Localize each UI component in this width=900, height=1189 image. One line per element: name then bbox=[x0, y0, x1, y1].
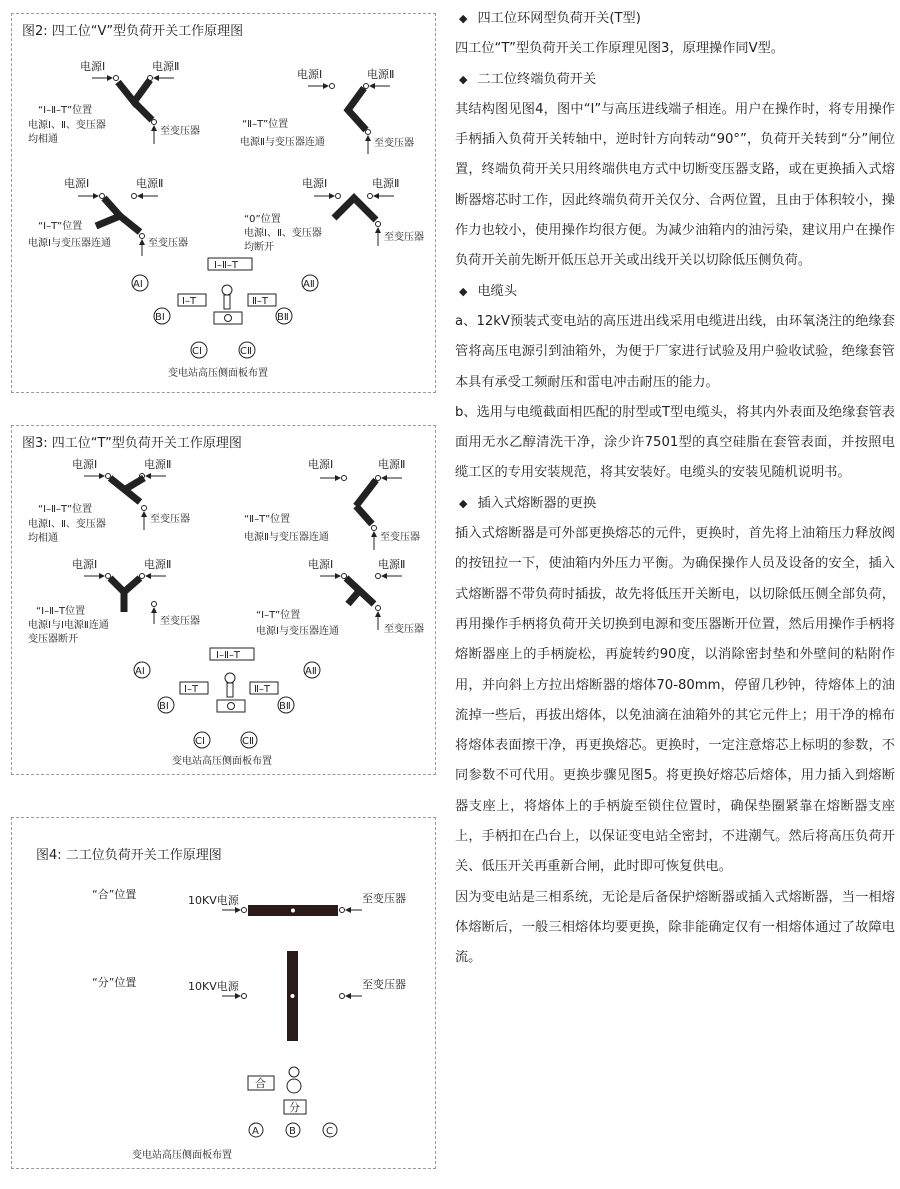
heading-cable-head: ◆ 电缆头 bbox=[455, 277, 895, 307]
terminal-circle bbox=[376, 606, 381, 611]
diagram-label: AⅠ bbox=[135, 666, 145, 677]
diagram-line bbox=[124, 578, 140, 592]
diagram-label: 电源Ⅱ bbox=[367, 68, 395, 81]
diagram-label: 至变压器 bbox=[362, 892, 406, 905]
diagram-label: 电源Ⅰ、Ⅱ、变压器 bbox=[28, 519, 106, 530]
diagram-label: CⅠ bbox=[192, 346, 202, 357]
terminal-circle bbox=[342, 476, 347, 481]
v-blade bbox=[118, 80, 150, 102]
terminal-circle bbox=[142, 506, 147, 511]
diagram-label: 电源Ⅰ bbox=[297, 68, 323, 81]
diagram-label: 电源Ⅱ bbox=[378, 558, 406, 571]
panel-rect bbox=[217, 700, 245, 712]
figure-4 bbox=[11, 817, 436, 1169]
terminal-circle bbox=[228, 703, 235, 710]
diagram-line bbox=[356, 480, 376, 506]
diagram-label: 电源Ⅱ与变压器连通 bbox=[240, 137, 325, 148]
terminal-circle bbox=[242, 994, 247, 999]
para-cable-a: a、12kV预装式变电站的高压进出线采用电缆进出线，由环氧浇注的绝缘套管将高压电源引到油箱外，为便于厂家进行试验及用户验收试验，绝缘套管本具有承受工频耐压和雷电冲击耐压的能力。 bbox=[455, 313, 895, 390]
heading-t-type: ◆ 四工位环网型负荷开关(T型) bbox=[455, 4, 895, 34]
diagram-label: BⅡ bbox=[277, 312, 289, 323]
diagram-label: C bbox=[326, 1126, 333, 1137]
diagram-label: 至变压器 bbox=[150, 514, 190, 525]
diagram-label: 电源Ⅱ bbox=[372, 177, 400, 190]
diagram-label: “合”位置 bbox=[92, 888, 137, 901]
terminal-circle bbox=[106, 474, 111, 479]
diamond-bullet-icon: ◆ bbox=[459, 72, 468, 86]
terminal-circle bbox=[152, 602, 157, 607]
diagram-label: “Ⅰ–Ⅱ–T位置 bbox=[36, 606, 86, 617]
terminal-circle bbox=[132, 194, 137, 199]
terminal-circle bbox=[100, 194, 105, 199]
diagram-label: Ⅰ–T bbox=[182, 296, 197, 307]
diagram-label: 10KV电源 bbox=[188, 894, 239, 907]
diamond-bullet-icon: ◆ bbox=[459, 496, 468, 510]
diagram-label: BⅡ bbox=[279, 701, 291, 712]
diagram-label: AⅡ bbox=[303, 279, 315, 290]
diagram-label: AⅡ bbox=[305, 666, 317, 677]
diagram-label: 电源Ⅱ bbox=[144, 558, 172, 571]
diagram-label: 至变压器 bbox=[384, 624, 424, 635]
diagram-label: “0”位置 bbox=[244, 214, 281, 225]
diagram-label: 电源Ⅰ与变压器连通 bbox=[256, 626, 339, 637]
diagram-label: 均相通 bbox=[28, 134, 58, 145]
terminal-circle bbox=[340, 994, 345, 999]
diagram-label: 电源Ⅰ、Ⅱ、变压器 bbox=[28, 120, 106, 131]
diagram-label: 变电站高压侧面板布置 bbox=[172, 756, 272, 767]
diagram-line bbox=[348, 590, 360, 604]
diagram-label: A bbox=[252, 1126, 259, 1137]
terminal-circle bbox=[368, 194, 373, 199]
diagram-label: AⅠ bbox=[133, 279, 143, 290]
diagram-label: 电源Ⅰ与变压器连通 bbox=[28, 238, 111, 249]
diagram-label: Ⅱ–T bbox=[254, 684, 271, 695]
diagram-label: 分 bbox=[289, 1101, 300, 1114]
terminal-circle bbox=[291, 994, 295, 998]
diagram-line bbox=[124, 478, 144, 490]
diagram-label: CⅡ bbox=[242, 736, 254, 747]
label-source-1: 电源Ⅰ bbox=[80, 60, 106, 73]
diagram-line bbox=[120, 216, 140, 232]
diagram-label: 电源Ⅰ bbox=[72, 458, 98, 471]
panel-rect bbox=[214, 312, 242, 324]
diagram-label: 电源Ⅰ与Ⅰ电源Ⅱ连通 bbox=[28, 620, 109, 631]
para-fuse: 插入式熔断器是可外部更换熔芯的元件，更换时，首先将上油箱压力释放阀的按钮拉一下，使油箱内外压力平衡。为确保操作人员及设备的安全，插入式熔断器不带负荷时插拔，故先将低压开关断电，以切除低压侧全部负荷，再用操作手柄将负荷开关切换到电源和变压器断开位置，然后用操作手柄将熔断器座上的手柄旋松，再旋转约90度，以消除密封垫和外壁间的粘附作用，并向斜上方拉出熔断器的熔体70-80mm，停留几秒钟，待熔体上的油流掉一些后，再拔出熔体，以免油滴在油箱外的其它元件上；用干净的棉布将熔体表面擦干净，再更换熔芯。更换时，一定注意熔芯上标明的参数，不同参数不可代用。更换步骤见图5。将更换好熔芯后熔体，用力插入到熔断器支座上，将熔体上的手柄旋至锁住位置时，确保垫圈紧靠在熔断器支座上，手柄扣在凸台上，以保证变电站全密封，不进潮气。然后将高压负荷开关、低压开关再重新合闸，此时即可恢复供电。 bbox=[455, 526, 895, 875]
terminal-circle bbox=[287, 1079, 301, 1093]
diagram-label: 电源Ⅰ bbox=[308, 558, 334, 571]
diagram-label: 变压器断开 bbox=[28, 634, 78, 645]
para-three-phase: 因为变电站是三相系统，无论是后备保护熔断器或插入式熔断器，当一相熔体熔断后，一般三相熔体均要更换，除非能确定仅有一相熔体通过了故障电流。 bbox=[455, 889, 895, 966]
figure-3 bbox=[11, 425, 436, 775]
terminal-circle bbox=[336, 194, 341, 199]
diagram-label: 至变压器 bbox=[362, 978, 406, 991]
diagram-line bbox=[96, 216, 120, 226]
diagram-label: BⅠ bbox=[155, 312, 165, 323]
diagram-label: 至变压器 bbox=[160, 616, 200, 627]
diagram-label: 至变压器 bbox=[384, 232, 424, 243]
diagram-label: 合 bbox=[255, 1077, 266, 1090]
diagram-label: “Ⅰ–Ⅱ–T”位置 bbox=[38, 504, 93, 515]
figure-4-diagram bbox=[12, 818, 437, 1170]
terminal-circle bbox=[376, 476, 381, 481]
terminal-circle bbox=[366, 130, 371, 135]
diagram-line bbox=[110, 578, 124, 592]
switch-blade bbox=[348, 88, 366, 130]
panel-knob bbox=[222, 285, 232, 295]
diagram-label: 电源Ⅱ bbox=[378, 458, 406, 471]
terminal-circle bbox=[225, 315, 232, 322]
diagram-label: CⅡ bbox=[240, 346, 252, 357]
panel-caption: 变电站高压侧面板布置 bbox=[168, 368, 268, 379]
diagram-label: 至变压器 bbox=[380, 532, 420, 543]
diagram-label: 变电站高压侧面板布置 bbox=[132, 1150, 232, 1161]
switch-blade bbox=[334, 198, 376, 220]
heading-fuse: ◆ 插入式熔断器的更换 bbox=[455, 489, 895, 519]
diagram-label: Ⅰ–Ⅱ–T bbox=[214, 260, 238, 271]
diagram-label: 电源Ⅱ bbox=[144, 458, 172, 471]
terminal-circle bbox=[140, 234, 145, 239]
diagram-label: 电源Ⅰ bbox=[302, 177, 328, 190]
terminal-circle bbox=[242, 908, 247, 913]
diagram-label: 电源Ⅱ与变压器连通 bbox=[244, 532, 329, 543]
terminal-circle bbox=[340, 908, 345, 913]
panel-rect bbox=[227, 683, 233, 697]
terminal-circle bbox=[106, 574, 111, 579]
terminal-circle bbox=[140, 574, 145, 579]
diagram-label: BⅠ bbox=[159, 701, 169, 712]
diagram-label: B bbox=[289, 1126, 296, 1137]
figure-3-diagram bbox=[12, 426, 437, 776]
diagram-label: “Ⅰ–T”位置 bbox=[38, 221, 83, 232]
terminal-circle bbox=[376, 222, 381, 227]
diagram-line bbox=[128, 502, 140, 518]
diagram-label: “Ⅱ–T”位置 bbox=[242, 119, 289, 130]
terminal-circle bbox=[330, 84, 335, 89]
para-cable-b: b、选用与电缆截面相匹配的肘型或T型电缆头，将其内外表面及绝缘套管表面用无水乙醇清洗干净，涂少许7501型的真空硅脂在套管表面，并按照电缆工区的专用安装规范，将其安装好。电缆头的安装见随机说明书。 bbox=[455, 404, 895, 481]
figure-4-title: 图4: 二工位负荷开关工作原理图 bbox=[36, 848, 222, 863]
diagram-line bbox=[356, 506, 372, 524]
diagram-label: 电源Ⅱ bbox=[136, 177, 164, 190]
diagram-label: 至变压器 bbox=[148, 238, 188, 249]
diamond-bullet-icon: ◆ bbox=[459, 12, 468, 25]
diagram-label: 10KV电源 bbox=[188, 980, 239, 993]
terminal-circle bbox=[114, 76, 119, 81]
diagram-label: 均断开 bbox=[244, 242, 274, 253]
terminal-circle bbox=[291, 909, 295, 913]
diagram-label: CⅠ bbox=[195, 736, 205, 747]
terminal-circle bbox=[376, 574, 381, 579]
terminal-circle bbox=[364, 84, 369, 89]
diagram-label: Ⅱ–T bbox=[252, 296, 269, 307]
label-source-2: 电源Ⅱ bbox=[152, 60, 180, 73]
diagram-line bbox=[134, 102, 152, 120]
diagram-label: 至变压器 bbox=[160, 126, 200, 137]
figure-2 bbox=[11, 13, 436, 393]
diagram-label: “Ⅰ–Ⅱ–T”位置 bbox=[38, 105, 93, 116]
terminal-circle bbox=[342, 574, 347, 579]
para-t-type: 四工位“T”型负荷开关工作原理见图3，原理操作同V型。 bbox=[455, 41, 784, 57]
figure-2-title: 图2: 四工位“V”型负荷开关工作原理图 bbox=[22, 24, 244, 39]
figure-2-diagram bbox=[12, 14, 437, 394]
diagram-label: Ⅰ–T bbox=[184, 684, 199, 695]
panel-rect bbox=[224, 295, 230, 309]
diagram-label: Ⅰ–Ⅱ–T bbox=[216, 650, 240, 661]
diagram-label: 均相通 bbox=[28, 533, 58, 544]
diagram-label: 电源Ⅰ bbox=[64, 177, 90, 190]
diagram-label: 电源Ⅰ、Ⅱ、变压器 bbox=[244, 228, 322, 239]
heading-terminal: ◆ 二工位终端负荷开关 bbox=[455, 65, 895, 95]
panel-knob bbox=[289, 1067, 299, 1077]
terminal-circle bbox=[225, 673, 235, 683]
para-terminal: 其结构图见图4，图中“I”与高压进线端子相连。用户在操作时，将专用操作手柄插入负荷开关转轴中，逆时针方向转动“90°”，负荷开关转到“分”闸位置，终端负荷开关只用终端供电方式中切断变压器支路，或在更换插入式熔断器熔芯时工作，因此终端负荷开关仅分、合两位置，且由于体积较小，操作力也较小，使用操作均很方便。为减少油箱内的油污染，建议用户在操作负荷开关前先断开低压总开关或出线开关以切除低压侧负荷。 bbox=[455, 101, 895, 269]
diagram-label: “Ⅱ–T”位置 bbox=[244, 514, 291, 525]
diagram-label: 电源Ⅰ bbox=[308, 458, 334, 471]
text-column bbox=[455, 4, 895, 974]
diagram-label: “Ⅰ–T”位置 bbox=[256, 610, 301, 621]
diamond-bullet-icon: ◆ bbox=[459, 284, 468, 298]
figure-3-title: 图3: 四工位“T”型负荷开关工作原理图 bbox=[22, 436, 242, 451]
diagram-label: 电源Ⅰ bbox=[72, 558, 98, 571]
diagram-label: 至变压器 bbox=[374, 138, 414, 149]
terminal-circle bbox=[152, 120, 157, 125]
diagram-label: “分”位置 bbox=[92, 976, 137, 989]
terminal-circle bbox=[372, 526, 377, 531]
